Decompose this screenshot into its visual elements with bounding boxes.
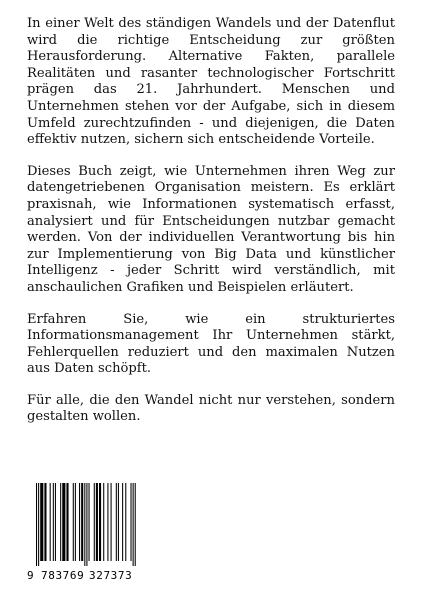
barcode-bar-19: [99, 483, 101, 561]
barcode-bars: [27, 483, 140, 566]
barcode-bar-11: [75, 483, 76, 561]
barcode-bar-8: [62, 483, 65, 561]
barcode-number: [27, 568, 140, 584]
barcode-bar-4: [50, 483, 51, 561]
barcode-bar-23: [116, 483, 117, 561]
barcode-bar-20: [103, 483, 104, 561]
paragraph-benefits: Erfahren Sie, wie ein strukturiertes Informationsmanagement Ihr Unternehmen stärkt, Fehlerquellen reduziert und den maximalen Nutzen aus Daten schöpft.: [27, 311, 395, 377]
paragraph-audience: Für alle, die den Wandel nicht nur verstehen, sondern gestalten wollen.: [27, 392, 395, 425]
barcode-bar-14: [84, 483, 85, 566]
barcode-bar-12: [79, 483, 80, 561]
barcode-bar-26: [125, 483, 126, 561]
barcode-bar-9: [66, 483, 68, 561]
back-cover-text: [27, 16, 395, 441]
barcode-bar-22: [111, 483, 112, 561]
barcode-bar-28: [133, 483, 134, 566]
barcode-bar-24: [118, 483, 119, 561]
barcode-bar-15: [86, 483, 87, 566]
isbn-barcode: [27, 483, 140, 588]
barcode-bar-2: [40, 483, 43, 561]
barcode-bar-13: [81, 483, 83, 561]
barcode-bar-29: [135, 483, 136, 566]
barcode-bar-10: [73, 483, 74, 561]
paragraph-book-summary: Dieses Buch zeigt, wie Unternehmen ihren Weg zur datengetriebenen Organisation meistern. Es erklärt praxisnah, wie Informationen systematisch erfasst, analysiert und für Entscheidungen nutzbar gemacht werden. Von der individuellen Verantwortung bis hin zur Implementierung von Big Data und künstlicher Intelligenz - jeder Schritt wird verständlich, mit anschaulichen Grafiken und Beispielen erläutert.: [27, 163, 395, 295]
barcode-bar-7: [60, 483, 61, 561]
barcode-bar-3: [44, 483, 46, 561]
barcode-bar-18: [96, 483, 98, 561]
barcode-bar-16: [89, 483, 90, 561]
barcode-left-digits: 783769: [41, 569, 85, 582]
barcode-first-digit: 9: [27, 569, 34, 582]
barcode-bar-27: [131, 483, 132, 561]
paragraph-intro: In einer Welt des ständigen Wandels und der Datenflut wird die richtige Entscheidung zur größten Herausforderung. Alternative Fakten, parallele Realitäten und rasanter technologischer Fortschritt prägen das 21. Jahrhundert. Menschen und Unternehmen stehen vor der Aufgabe, sich in diesem Umfeld zurechtzufinden - und diejenigen, die Daten effektiv nutzen, sichern sich entscheidende Vorteile.: [27, 16, 395, 148]
barcode-bar-0: [36, 483, 37, 566]
barcode-bar-17: [94, 483, 95, 561]
barcode-bar-5: [53, 483, 54, 561]
barcode-bar-21: [107, 483, 108, 561]
barcode-bar-1: [38, 483, 39, 566]
barcode-bar-6: [55, 483, 56, 561]
barcode-bar-25: [122, 483, 123, 561]
barcode-right-digits: 327373: [89, 569, 133, 582]
